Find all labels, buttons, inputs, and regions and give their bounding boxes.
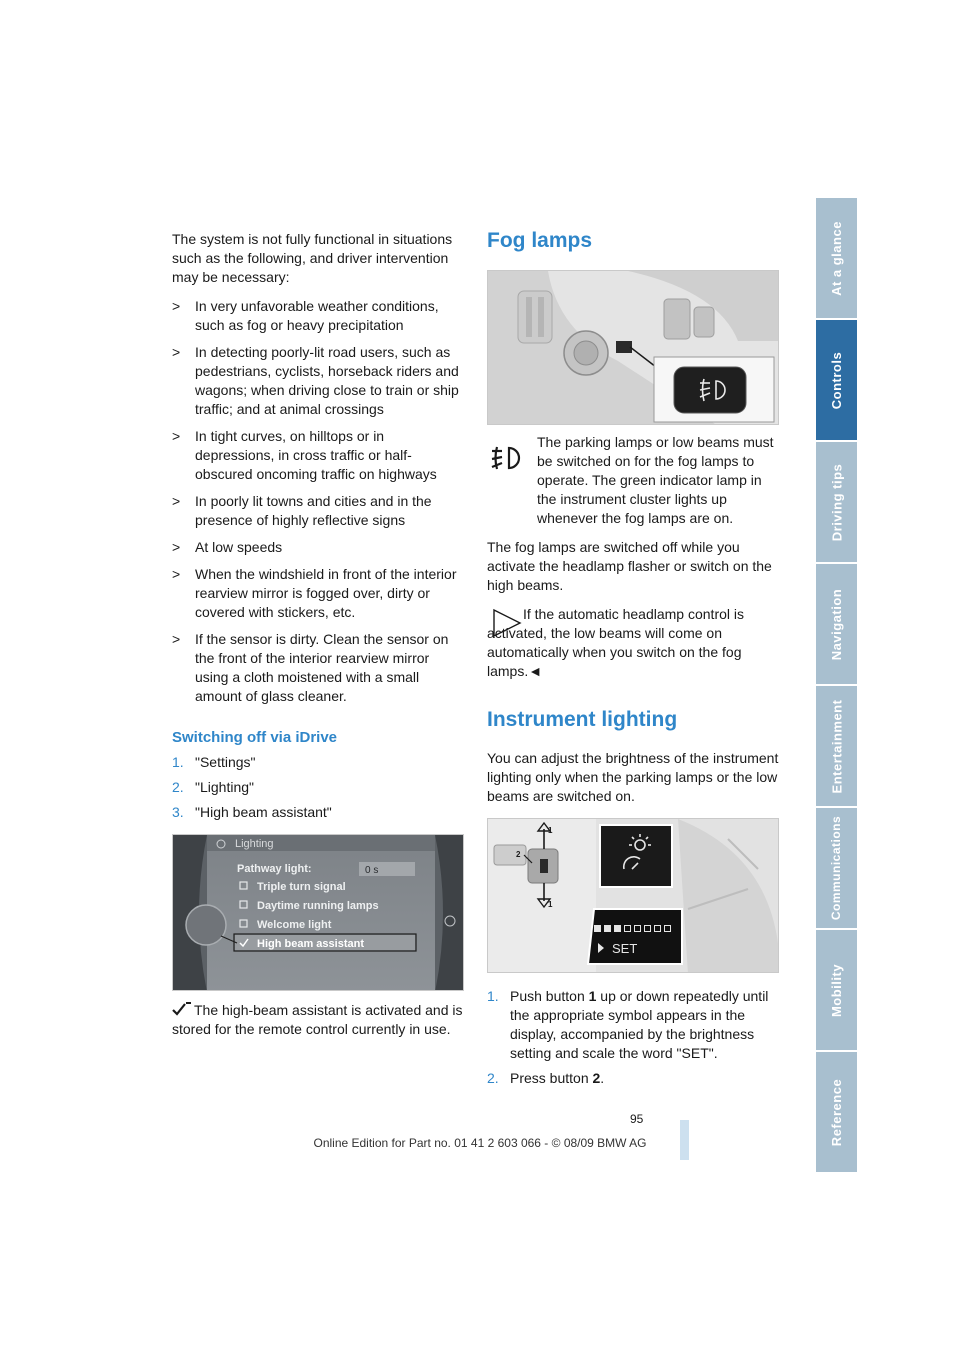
svg-text:1: 1 bbox=[548, 826, 553, 835]
fog-lamps-paragraph-1: The parking lamps or low beams must be switched on for the fog lamps to operate. The green indicator lamp in the instrument cluster lights up whenever the fog lamps are on. bbox=[487, 433, 779, 528]
activated-note: The high-beam assistant is activated and is stored for the remote control currently in use. bbox=[172, 1002, 463, 1037]
checkmark-icon bbox=[172, 1002, 194, 1016]
tab-communications[interactable]: Communications bbox=[816, 808, 857, 928]
instrument-lighting-paragraph: You can adjust the brightness of the instrument lighting only when the parking lamps or the low beams are switched on. bbox=[487, 750, 779, 804]
pathway-light-value: 0 s bbox=[365, 865, 379, 876]
limitations-list bbox=[172, 297, 464, 706]
fog-lamp-icon bbox=[487, 438, 527, 478]
right-column bbox=[487, 228, 779, 1094]
list-item: 2. "Lighting" bbox=[172, 779, 254, 795]
idrive-steps bbox=[172, 753, 464, 822]
end-mark: ◄ bbox=[528, 663, 543, 679]
list-item: 1. Push button 1 up or down repeatedly until the appropriate symbol appears in the display, accompanied by the brightness setting and scale the word "SET". bbox=[487, 988, 769, 1061]
idrive-screen-illustration bbox=[173, 835, 464, 991]
instrument-lighting-illustration bbox=[488, 819, 779, 973]
svg-text:1: 1 bbox=[548, 900, 553, 909]
fog-lamps-paragraph-2: The fog lamps are switched off while you activate the headlamp flasher or switch on the high beams. bbox=[487, 539, 772, 593]
tab-driving-tips[interactable]: Driving tips bbox=[816, 442, 857, 562]
fog-lamp-illustration bbox=[488, 271, 779, 425]
list-item: > At low speeds bbox=[172, 539, 283, 555]
bullet-marker: > bbox=[172, 428, 181, 444]
instrument-lighting-heading: Instrument lighting bbox=[487, 708, 678, 731]
tab-navigation[interactable]: Navigation bbox=[816, 564, 857, 684]
note-triangle-icon bbox=[491, 607, 523, 639]
page-number: 95 bbox=[630, 1112, 644, 1126]
tab-at-a-glance[interactable]: At a glance bbox=[816, 198, 857, 318]
idrive-subheading: Switching off via iDrive bbox=[172, 729, 338, 746]
fog-lamps-heading: Fog lamps bbox=[487, 229, 593, 252]
list-item: > In poorly lit towns and cities and in the presence of highly reflective signs bbox=[172, 493, 432, 528]
list-item: > In very unfavorable weather conditions, such as fog or heavy precipitation bbox=[172, 298, 439, 333]
menu-item-high-beam-assistant: High beam assistant bbox=[257, 938, 364, 950]
screen-header: Lighting bbox=[235, 838, 274, 850]
menu-item-triple-turn-signal: Triple turn signal bbox=[257, 881, 346, 893]
svg-text:2: 2 bbox=[516, 850, 521, 859]
chapter-tabs bbox=[816, 198, 857, 1174]
tab-controls[interactable]: Controls bbox=[816, 320, 857, 440]
menu-item-welcome-light: Welcome light bbox=[257, 919, 332, 931]
pathway-light-label: Pathway light: bbox=[237, 863, 312, 875]
menu-item-daytime-running-lamps: Daytime running lamps bbox=[257, 900, 379, 912]
bullet-marker: > bbox=[172, 298, 181, 314]
tab-entertainment[interactable]: Entertainment bbox=[816, 686, 857, 806]
tab-reference[interactable]: Reference bbox=[816, 1052, 857, 1172]
bullet-marker: > bbox=[172, 493, 181, 509]
list-item: 3. "High beam assistant" bbox=[172, 804, 332, 820]
list-item: 2. Press button 2. bbox=[487, 1070, 605, 1086]
left-column bbox=[172, 230, 464, 1049]
fog-lamp-button-photo bbox=[487, 270, 779, 425]
fog-lamps-note: If the automatic headlamp control is activated, the low beams will come on automatically when you switch on the fog lamps.◄ bbox=[487, 606, 745, 679]
list-item: > When the windshield in front of the interior rearview mirror is fogged over, dirty or covered with stickers, etc. bbox=[172, 566, 457, 620]
idrive-lighting-screen bbox=[172, 834, 464, 991]
tab-mobility[interactable]: Mobility bbox=[816, 930, 857, 1050]
instrument-lighting-photo bbox=[487, 818, 779, 973]
bullet-marker: > bbox=[172, 631, 181, 647]
list-item: > In tight curves, on hilltops or in depressions, in cross traffic or half-obscured oncoming traffic on highways bbox=[172, 428, 437, 482]
set-display-label: SET bbox=[612, 941, 638, 956]
list-item: > In detecting poorly-lit road users, such as pedestrians, cyclists, horseback riders and wagons; when driving close to train or ship traffic; and at animal crossings bbox=[172, 344, 459, 417]
bullet-marker: > bbox=[172, 566, 181, 582]
list-item: > If the sensor is dirty. Clean the sensor on the front of the interior rearview mirror using a cloth moistened with a small amount of glass cleaner. bbox=[172, 631, 449, 704]
list-item: 1. "Settings" bbox=[172, 754, 256, 770]
bullet-marker: > bbox=[172, 344, 181, 360]
instrument-steps bbox=[487, 987, 779, 1088]
intro-paragraph: The system is not fully functional in situations such as the following, and driver intervention may be necessary: bbox=[172, 231, 453, 285]
bullet-marker: > bbox=[172, 539, 181, 555]
footer-edition: Online Edition for Part no. 01 41 2 603 066 - © 08/09 BMW AG bbox=[313, 1136, 647, 1150]
